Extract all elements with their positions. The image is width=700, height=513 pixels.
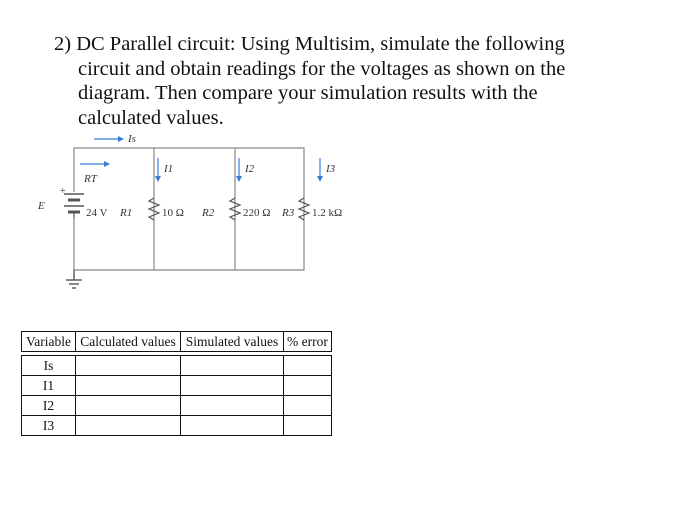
row-calculated[interactable] xyxy=(76,376,181,396)
row-variable: Is xyxy=(22,356,76,376)
row-error[interactable] xyxy=(284,376,332,396)
branch-current-i3-label: I3 xyxy=(326,163,336,175)
branch-current-i3-arrow xyxy=(317,158,336,182)
branch-current-i1-arrow xyxy=(155,158,173,182)
resistor-r1-value: 10 Ω xyxy=(162,207,184,219)
question-text xyxy=(54,32,614,130)
resistor-r2-name: R2 xyxy=(202,207,215,219)
table-row xyxy=(22,356,332,376)
parallel-circuit-diagram xyxy=(30,130,370,295)
table-header-row xyxy=(22,332,332,352)
row-simulated[interactable] xyxy=(181,356,284,376)
branch-current-i2-arrow xyxy=(236,158,255,182)
resistor-r3-name: R3 xyxy=(282,207,295,219)
svg-text:+: + xyxy=(60,186,66,197)
row-variable: I3 xyxy=(22,416,76,436)
row-calculated[interactable] xyxy=(76,416,181,436)
row-variable: I2 xyxy=(22,396,76,416)
source-value: 24 V xyxy=(86,207,108,219)
question-line-3: diagram. Then compare your simulation results with the xyxy=(78,82,538,104)
question-line-2: circuit and obtain readings for the voltages as shown on the xyxy=(78,57,566,80)
total-resistance-arrow xyxy=(80,161,110,185)
header-simulated: Simulated values xyxy=(181,332,284,352)
row-simulated[interactable] xyxy=(181,376,284,396)
results-table xyxy=(21,331,332,436)
table-row xyxy=(22,376,332,396)
table-row xyxy=(22,396,332,416)
row-error[interactable] xyxy=(284,416,332,436)
table-row xyxy=(22,416,332,436)
battery-symbol xyxy=(64,194,84,218)
row-simulated[interactable] xyxy=(181,396,284,416)
row-error[interactable] xyxy=(284,396,332,416)
row-calculated[interactable] xyxy=(76,356,181,376)
row-simulated[interactable] xyxy=(181,416,284,436)
source-current-label: Is xyxy=(128,133,136,145)
header-calculated: Calculated values xyxy=(76,332,181,352)
ground-icon xyxy=(66,270,82,288)
resistor-r2-value: 220 Ω xyxy=(243,207,271,219)
header-error: % error xyxy=(284,332,332,352)
source-label: E xyxy=(38,200,45,212)
source-current-arrow xyxy=(94,133,136,145)
row-calculated[interactable] xyxy=(76,396,181,416)
resistor-r3-value: 1.2 kΩ xyxy=(312,207,343,219)
header-variable: Variable xyxy=(22,332,76,352)
resistor-r1-name: R1 xyxy=(120,207,133,219)
row-variable: I1 xyxy=(22,376,76,396)
question-line-1: 2) DC Parallel circuit: Using Multisim, simulate the following xyxy=(54,33,565,55)
question-line-4: calculated values. xyxy=(78,106,224,129)
row-error[interactable] xyxy=(284,356,332,376)
branch-current-i2-label: I2 xyxy=(245,163,255,175)
total-resistance-label: RT xyxy=(84,173,97,185)
branch-current-i1-label: I1 xyxy=(164,163,174,175)
